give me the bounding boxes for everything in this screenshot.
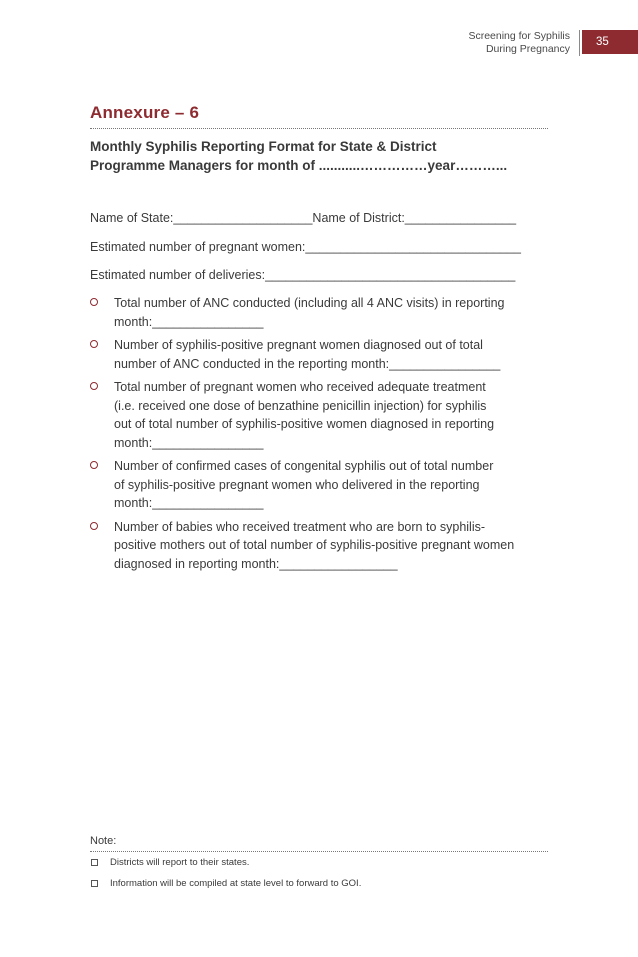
list-item: Number of confirmed cases of congenital syphilis out of total number of syphilis-positive pregnant women who delivered in the reporting month:________________ bbox=[90, 457, 560, 513]
list-item: Total number of ANC conducted (including all 4 ANC visits) in reporting month:________________ bbox=[90, 294, 560, 331]
note-item: Districts will report to their states. bbox=[90, 857, 361, 869]
circle-bullet-icon bbox=[90, 298, 98, 306]
subtitle-line-2: Programme Managers for month of ...........……………year………... bbox=[90, 158, 508, 173]
title-divider bbox=[90, 128, 548, 129]
header-divider bbox=[579, 30, 580, 56]
deliveries-field: Estimated number of deliveries:____________________________________ bbox=[90, 268, 516, 282]
pregnant-women-field: Estimated number of pregnant women:_______________________________ bbox=[90, 240, 521, 254]
running-header bbox=[468, 30, 570, 56]
note-label: Note: bbox=[90, 835, 117, 847]
circle-bullet-icon bbox=[90, 340, 98, 348]
reporting-items-list bbox=[90, 294, 560, 578]
list-item: Total number of pregnant women who received adequate treatment (i.e. received one dose of benzathine penicillin injection) for syphilis out of total number of syphilis-positive women diagnosed in reporting month:________________ bbox=[90, 378, 560, 452]
circle-bullet-icon bbox=[90, 522, 98, 530]
square-bullet-icon bbox=[91, 859, 98, 866]
note-item: Information will be compiled at state level to forward to GOI. bbox=[90, 878, 361, 890]
square-bullet-icon bbox=[91, 880, 98, 887]
circle-bullet-icon bbox=[90, 461, 98, 469]
note-divider bbox=[90, 851, 548, 852]
header-line-1: Screening for Syphilis bbox=[468, 30, 570, 42]
list-item: Number of babies who received treatment who are born to syphilis- positive mothers out of total number of syphilis-positive pregnant women diagnosed in reporting month:_________________ bbox=[90, 518, 560, 574]
header-line-2: During Pregnancy bbox=[485, 43, 570, 55]
subtitle-line-1: Monthly Syphilis Reporting Format for State & District bbox=[90, 139, 437, 154]
list-item: Number of syphilis-positive pregnant women diagnosed out of total number of ANC conducted in the reporting month:________________ bbox=[90, 336, 560, 373]
circle-bullet-icon bbox=[90, 382, 98, 390]
annexure-title: Annexure – 6 bbox=[90, 103, 200, 122]
form-subtitle bbox=[90, 137, 560, 175]
state-district-field: Name of State:____________________Name of District:________________ bbox=[90, 211, 517, 225]
notes-list bbox=[90, 857, 361, 899]
page-number-badge: 35 bbox=[582, 30, 638, 54]
